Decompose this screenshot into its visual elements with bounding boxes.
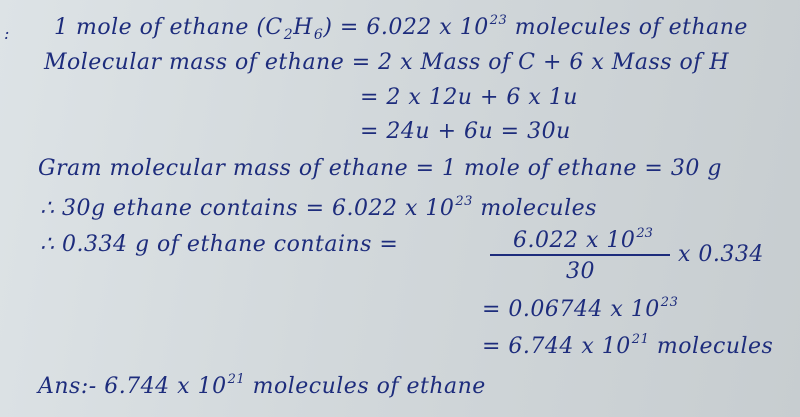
numerator-exponent: 23	[636, 226, 653, 241]
line-gram-molecular-mass: Gram molecular mass of ethane = 1 mole of ethane = 30 g	[38, 156, 722, 181]
line-1-lhs: 1 mole of ethane (C	[54, 15, 283, 40]
line-9-exponent: 21	[631, 332, 650, 347]
line-final-result	[482, 333, 773, 358]
line-6-exponent: 23	[455, 194, 473, 209]
line-1-rhs: = 6.022 x 10	[332, 15, 489, 40]
line-1-close: )	[323, 15, 333, 40]
answer-exponent: 21	[227, 372, 246, 387]
answer-text: 6.744 x 10	[96, 374, 227, 399]
line-8-text: = 0.06744 x 10	[482, 297, 660, 322]
hydrogen-symbol: H	[293, 15, 313, 40]
line-intermediate-result	[482, 296, 678, 321]
answer-label: Ans:-	[38, 374, 97, 399]
margin-mark: :	[4, 24, 10, 43]
line-mole-definition	[54, 14, 748, 42]
line-0334g-contains: ∴ 0.334 g of ethane contains =	[40, 232, 399, 257]
line-mass-result: = 24u + 6u = 30u	[360, 119, 571, 144]
line-8-exponent: 23	[660, 295, 679, 310]
line-6-tail: molecules	[472, 196, 597, 221]
line-9-text: = 6.744 x 10	[482, 334, 631, 359]
fraction-bar	[490, 254, 670, 256]
line-mass-substitution: = 2 x 12u + 6 x 1u	[360, 85, 578, 110]
line-1-tail: molecules of ethane	[507, 15, 748, 40]
hydrogen-subscript: 6	[313, 27, 324, 43]
line-30g-contains	[40, 195, 597, 220]
fraction-denominator: 30	[566, 259, 595, 284]
fraction-numerator	[488, 226, 678, 252]
line-6-text: ∴ 30g ethane contains = 6.022 x 10	[40, 196, 455, 221]
carbon-subscript: 2	[283, 27, 294, 43]
fraction-multiplier: x 0.334	[678, 242, 764, 267]
answer-tail: molecules of ethane	[245, 374, 486, 399]
numerator-text: 6.022 x 10	[513, 228, 636, 253]
line-9-tail: molecules	[649, 334, 774, 359]
line-1-exponent: 23	[489, 13, 508, 28]
line-molecular-mass: Molecular mass of ethane = 2 x Mass of C + 6 x Mass of H	[44, 50, 730, 75]
line-answer	[38, 373, 486, 398]
